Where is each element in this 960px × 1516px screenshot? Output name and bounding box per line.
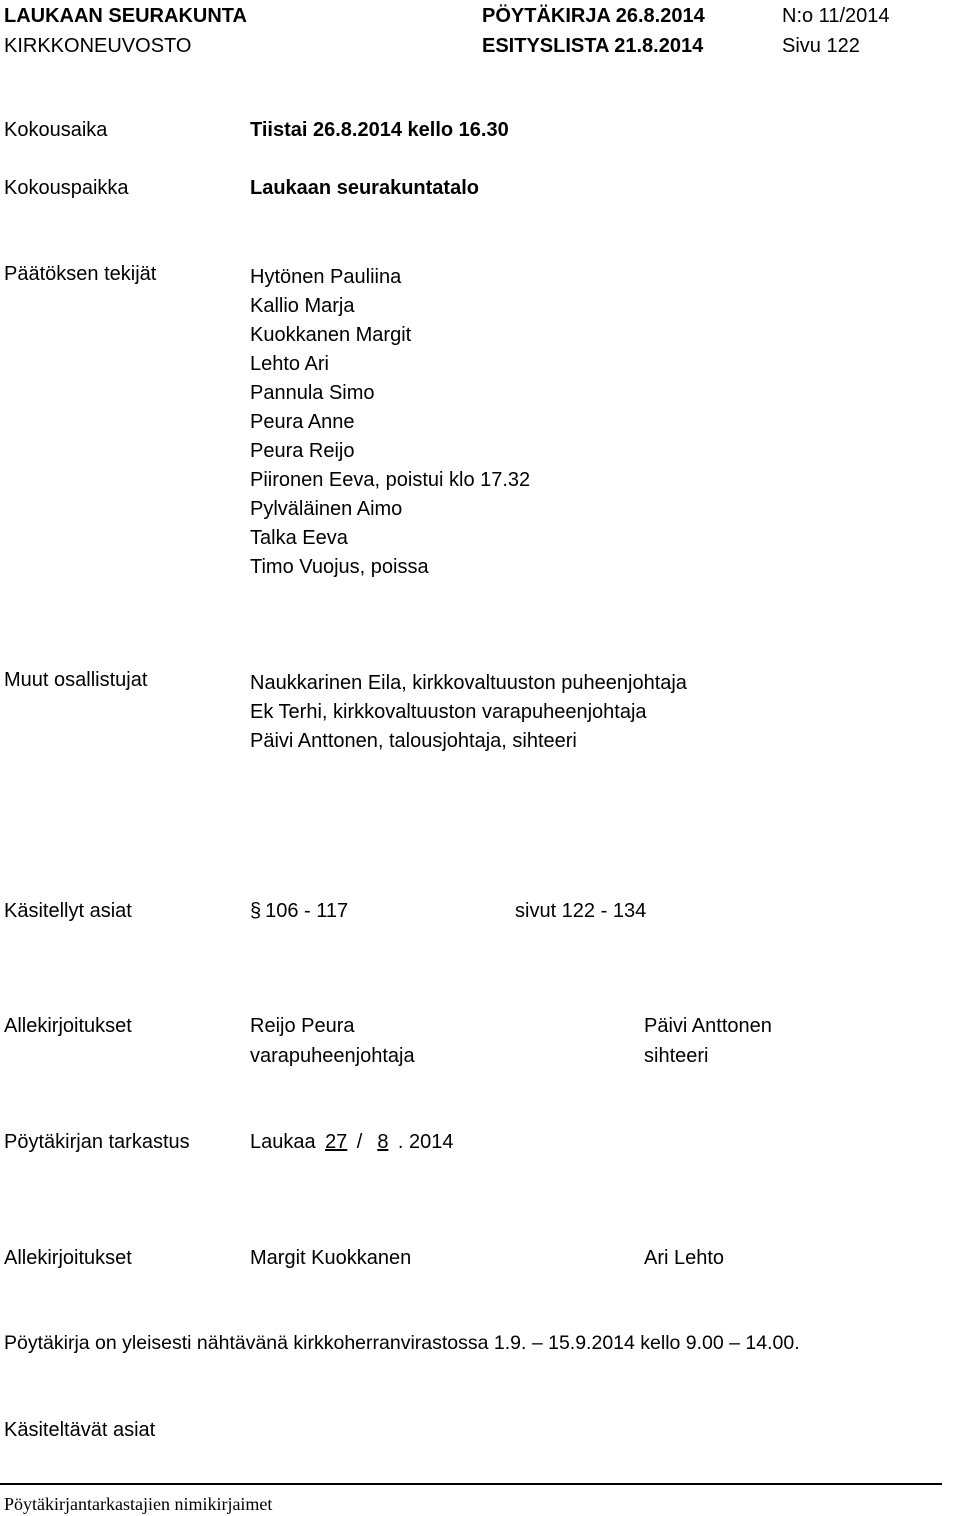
reviewer2-name: Ari Lehto [644,1247,725,1269]
list-item: Kallio Marja [250,295,355,317]
decision-makers-list [250,263,530,582]
review-day: 27 [325,1131,348,1153]
governing-body: KIRKKONEUVOSTO [4,35,192,57]
document-title: PÖYTÄKIRJA 26.8.2014 [482,5,705,27]
handled-pages: sivut 122 - 134 [515,900,647,922]
list-item: Kuokkanen Margit [250,324,412,346]
list-item: Pylväläinen Aimo [250,498,403,520]
meeting-time-label: Kokousaika [4,119,108,141]
list-item: Päivi Anttonen, talousjohtaja, sihteeri [250,730,577,752]
review-month: 8 [377,1131,389,1153]
other-participants-label: Muut osallistujat [4,669,148,691]
decision-makers-label: Päätöksen tekijät [4,263,157,285]
reviewer-signatures-label: Allekirjoitukset [4,1247,132,1269]
list-item: Peura Reijo [250,440,355,462]
list-item: Timo Vuojus, poissa [250,556,429,578]
signer2-name: Päivi Anttonen [644,1015,772,1037]
handled-matters-label: Käsitellyt asiat [4,900,132,922]
signer1-name: Reijo Peura [250,1015,355,1037]
page-number: Sivu 122 [782,35,860,57]
list-item: Peura Anne [250,411,355,433]
meeting-place-label: Kokouspaikka [4,177,129,199]
document-number: N:o 11/2014 [782,5,890,27]
other-participants-list [250,669,687,756]
footer-divider [0,1483,942,1485]
meeting-time-value: Tiistai 26.8.2014 kello 16.30 [250,119,509,141]
list-item: Talka Eeva [250,527,348,549]
signer2-role: sihteeri [644,1045,709,1067]
review-year: 2014 [409,1131,454,1153]
list-item: Naukkarinen Eila, kirkkovaltuuston puheenjohtaja [250,672,687,694]
section-sign: § [250,900,262,922]
section-range: 106 - 117 [265,900,349,922]
public-notice: Pöytäkirja on yleisesti nähtävänä kirkkoherranvirastossa 1.9. – 15.9.2014 kello 9.00 – 14.00. [4,1332,800,1354]
organization-name: LAUKAAN SEURAKUNTA [4,5,247,27]
list-item: Hytönen Pauliina [250,266,402,288]
list-item: Lehto Ari [250,353,329,375]
review-label: Pöytäkirjan tarkastus [4,1131,190,1153]
signatures-label: Allekirjoitukset [4,1015,132,1037]
list-item: Piironen Eeva, poistui klo 17.32 [250,469,531,491]
review-place-date: Laukaa 27 / 8 . 2014 [250,1131,454,1153]
agenda-items-label: Käsiteltävät asiat [4,1419,156,1441]
footer-initials-label: Pöytäkirjantarkastajien nimikirjaimet [4,1494,273,1514]
reviewer1-name: Margit Kuokkanen [250,1247,412,1269]
signer1-role: varapuheenjohtaja [250,1045,415,1067]
list-item: Pannula Simo [250,382,375,404]
list-item: Ek Terhi, kirkkovaltuuston varapuheenjohtaja [250,701,647,723]
agenda-date: ESITYSLISTA 21.8.2014 [482,35,704,57]
review-place: Laukaa [250,1131,316,1153]
handled-sections [250,901,348,921]
meeting-place-value: Laukaan seurakuntatalo [250,177,479,199]
